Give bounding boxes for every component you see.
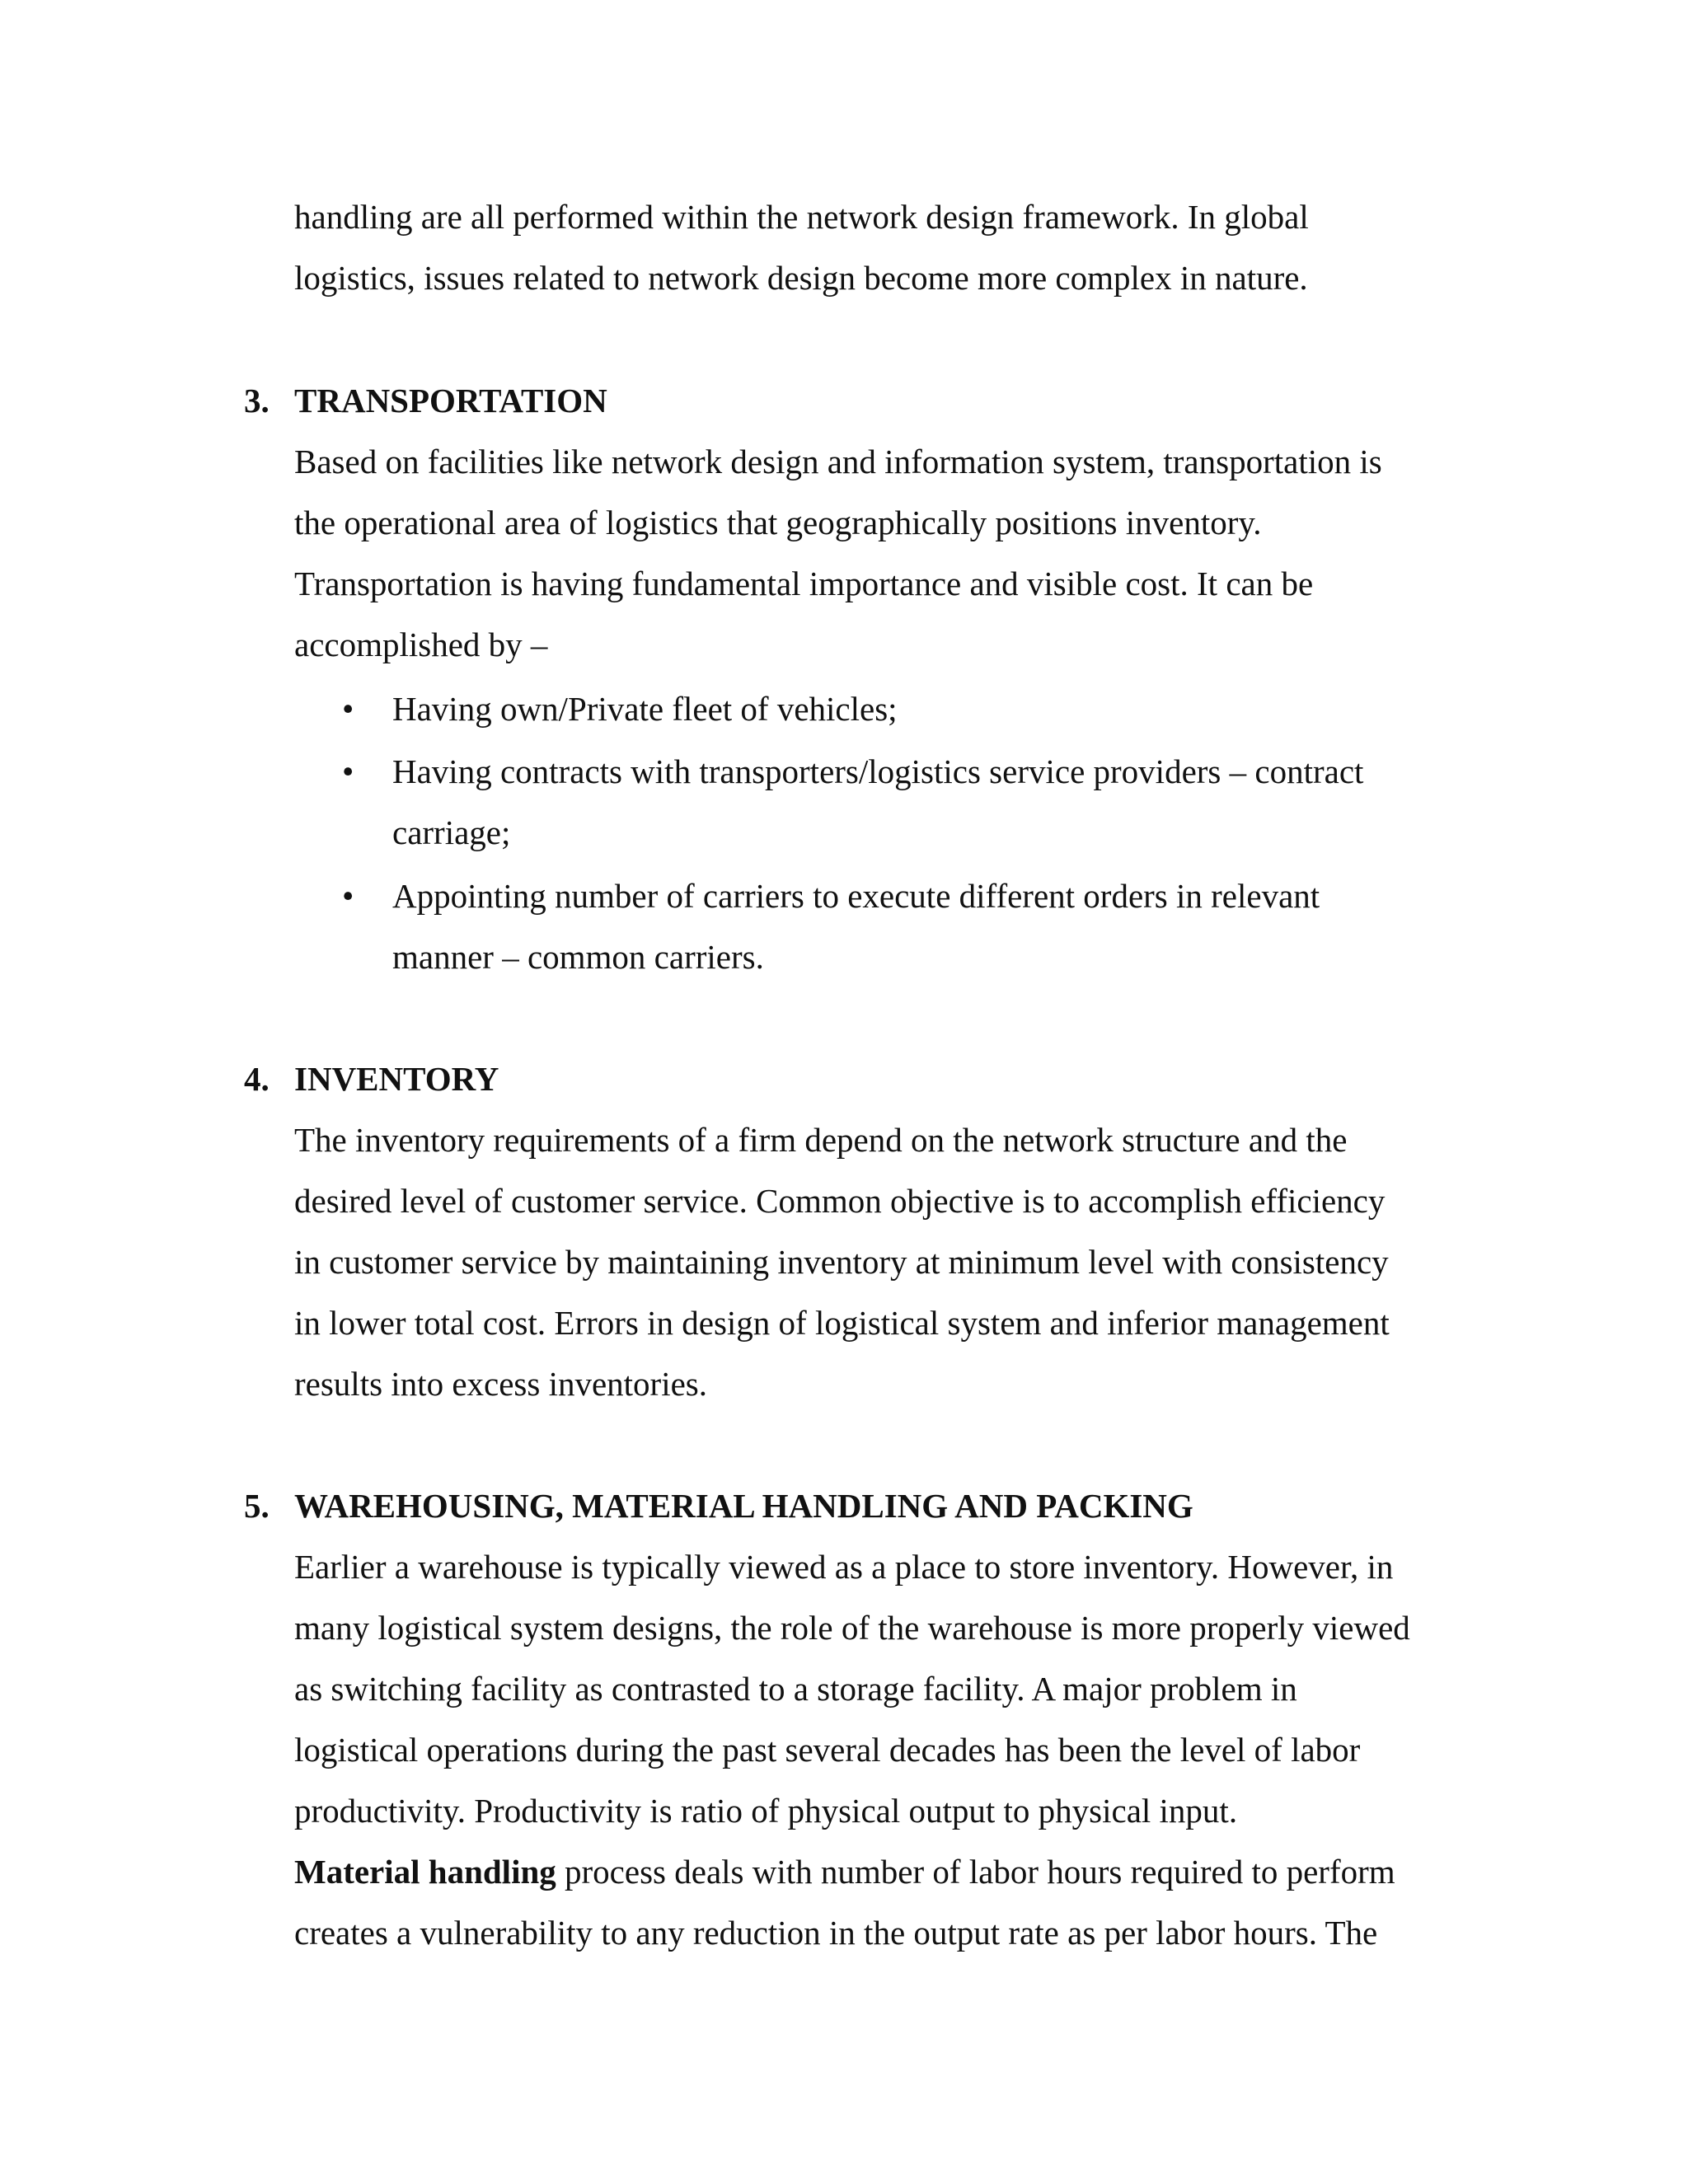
bullet-item-continuation: carriage; — [392, 813, 511, 851]
paragraph-line: Based on facilities like network design and information system, transportation is — [294, 443, 1382, 480]
bullet-item: Having own/Private fleet of vehicles; — [392, 690, 898, 728]
paragraph-line: handling are all performed within the network design framework. In global — [294, 198, 1309, 236]
bullet-item: Having contracts with transporters/logistics service providers – contract — [392, 752, 1364, 790]
paragraph-line: desired level of customer service. Common objective is to accomplish efficiency — [294, 1182, 1386, 1220]
paragraph-line: accomplished by – — [294, 626, 548, 663]
material-handling-rest: process deals with number of labor hours required to perform — [556, 1853, 1395, 1891]
section-number: 3. — [244, 382, 270, 419]
paragraph-line: in lower total cost. Errors in design of logistical system and inferior management — [294, 1304, 1390, 1342]
bullet-item: Appointing number of carriers to execute different orders in relevant — [392, 877, 1320, 915]
bullet-icon: • — [342, 690, 354, 728]
paragraph-line: many logistical system designs, the role of the warehouse is more properly viewed — [294, 1609, 1410, 1647]
bullet-icon: • — [342, 877, 354, 915]
section-number: 5. — [244, 1487, 270, 1525]
paragraph-line: logistics, issues related to network design become more complex in nature. — [294, 259, 1308, 297]
paragraph-line: Transportation is having fundamental importance and visible cost. It can be — [294, 565, 1314, 602]
paragraph-line: results into excess inventories. — [294, 1365, 708, 1403]
section-heading-warehousing: WAREHOUSING, MATERIAL HANDLING AND PACKING — [294, 1487, 1193, 1525]
section-heading-transportation: TRANSPORTATION — [294, 382, 607, 419]
material-handling-term: Material handling — [294, 1853, 556, 1891]
material-handling-line — [294, 1855, 1395, 1889]
section-number: 4. — [244, 1060, 270, 1098]
paragraph-line: in customer service by maintaining inventory at minimum level with consistency — [294, 1243, 1389, 1281]
paragraph-line: as switching facility as contrasted to a storage facility. A major problem in — [294, 1670, 1297, 1708]
paragraph-line: logistical operations during the past several decades has been the level of labor — [294, 1731, 1361, 1769]
paragraph-line: the operational area of logistics that geographically positions inventory. — [294, 504, 1262, 541]
bullet-icon: • — [342, 752, 354, 790]
bullet-item-continuation: manner – common carriers. — [392, 938, 764, 976]
paragraph-line: creates a vulnerability to any reduction in the output rate as per labor hours. The — [294, 1914, 1378, 1952]
paragraph-line: Earlier a warehouse is typically viewed as a place to store inventory. However, in — [294, 1548, 1394, 1586]
paragraph-line: productivity. Productivity is ratio of physical output to physical input. — [294, 1792, 1238, 1830]
paragraph-line: The inventory requirements of a firm depend on the network structure and the — [294, 1121, 1348, 1159]
section-heading-inventory: INVENTORY — [294, 1060, 499, 1098]
